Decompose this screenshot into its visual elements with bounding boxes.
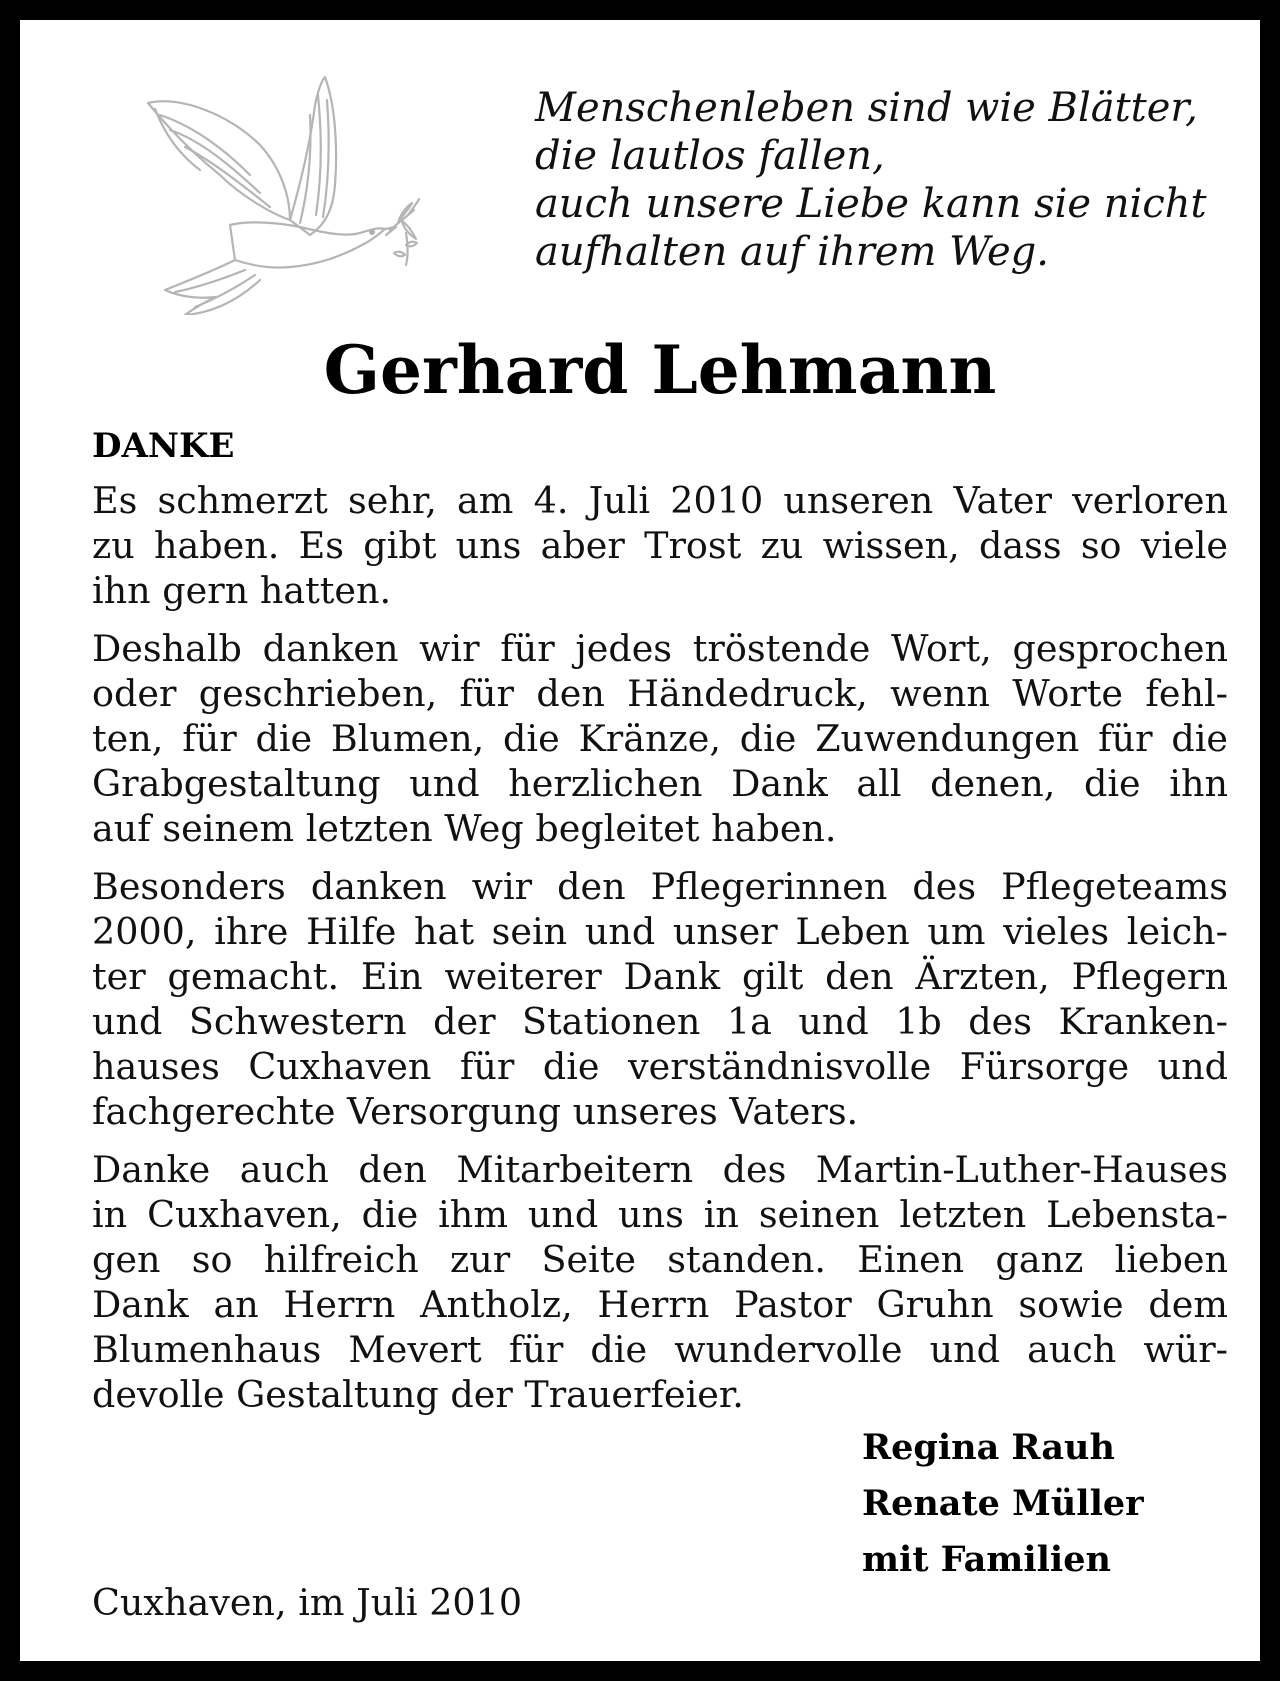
text-line: ten, für die Blumen, die Kränze, die Zuwendungen für die	[92, 717, 1228, 760]
text-line: devolle Gestaltung der Trauerfeier.	[92, 1373, 744, 1416]
text-line: ihn gern hatten.	[92, 569, 392, 612]
text-line: in Cuxhaven, die ihm und uns in seinen letzten Lebensta-	[92, 1193, 1228, 1236]
text-line: ter gemacht. Ein weiterer Dank gilt den Ärzten, Pflegern	[92, 955, 1228, 998]
text-line: 2000, ihre Hilfe hat sein und unser Leben um vieles leich-	[92, 910, 1228, 953]
poem-verse	[535, 84, 1235, 276]
thanks-heading: DANKE	[92, 426, 235, 466]
signer-name: Regina Rauh	[862, 1427, 1115, 1468]
text-line: Es schmerzt sehr, am 4. Juli 2010 unseren Vater verloren	[92, 479, 1228, 522]
signer-name: mit Familien	[862, 1539, 1111, 1580]
place-date: Cuxhaven, im Juli 2010	[92, 1581, 523, 1624]
thanks-text	[92, 478, 1228, 1430]
signature-block	[862, 1420, 1144, 1588]
paragraph	[92, 478, 1228, 613]
text-line: zu haben. Es gibt uns aber Trost zu wissen, dass so viele	[92, 524, 1228, 567]
paragraph	[92, 626, 1228, 851]
text-line: hauses Cuxhaven für die verständnisvolle Fürsorge und	[92, 1045, 1228, 1088]
text-line: Deshalb danken wir für jedes tröstende Wort, gesprochen	[92, 627, 1228, 670]
text-line: Dank an Herrn Antholz, Herrn Pastor Gruhn sowie dem	[92, 1283, 1228, 1326]
poem-line: aufhalten auf ihrem Weg.	[535, 229, 1050, 275]
text-line: Grabgestaltung und herzlichen Dank all denen, die ihn	[92, 762, 1228, 805]
poem-line: die lautlos fallen,	[535, 133, 885, 179]
text-line: und Schwestern der Stationen 1a und 1b des Kranken-	[92, 1000, 1228, 1043]
text-line: gen so hilfreich zur Seite standen. Einen ganz lieben	[92, 1238, 1228, 1281]
paragraph	[92, 1147, 1228, 1417]
poem-line: auch unsere Liebe kann sie nicht	[535, 181, 1207, 227]
paragraph	[92, 864, 1228, 1134]
text-line: Danke auch den Mitarbeitern des Martin-Luther-Hauses	[92, 1148, 1228, 1191]
text-line: oder geschrieben, für den Händedruck, wenn Worte fehl-	[92, 672, 1228, 715]
deceased-name: Gerhard Lehmann	[323, 331, 997, 409]
dove-icon	[140, 75, 420, 315]
text-line: Besonders danken wir den Pflegerinnen des Pflegeteams	[92, 865, 1228, 908]
text-line: fachgerechte Versorgung unseres Vaters.	[92, 1090, 859, 1133]
signer-name: Renate Müller	[862, 1483, 1144, 1524]
text-line: auf seinem letzten Weg begleitet haben.	[92, 807, 837, 850]
text-line: Blumenhaus Mevert für die wundervolle und auch wür-	[92, 1328, 1228, 1371]
poem-line: Menschenleben sind wie Blätter,	[535, 85, 1198, 131]
